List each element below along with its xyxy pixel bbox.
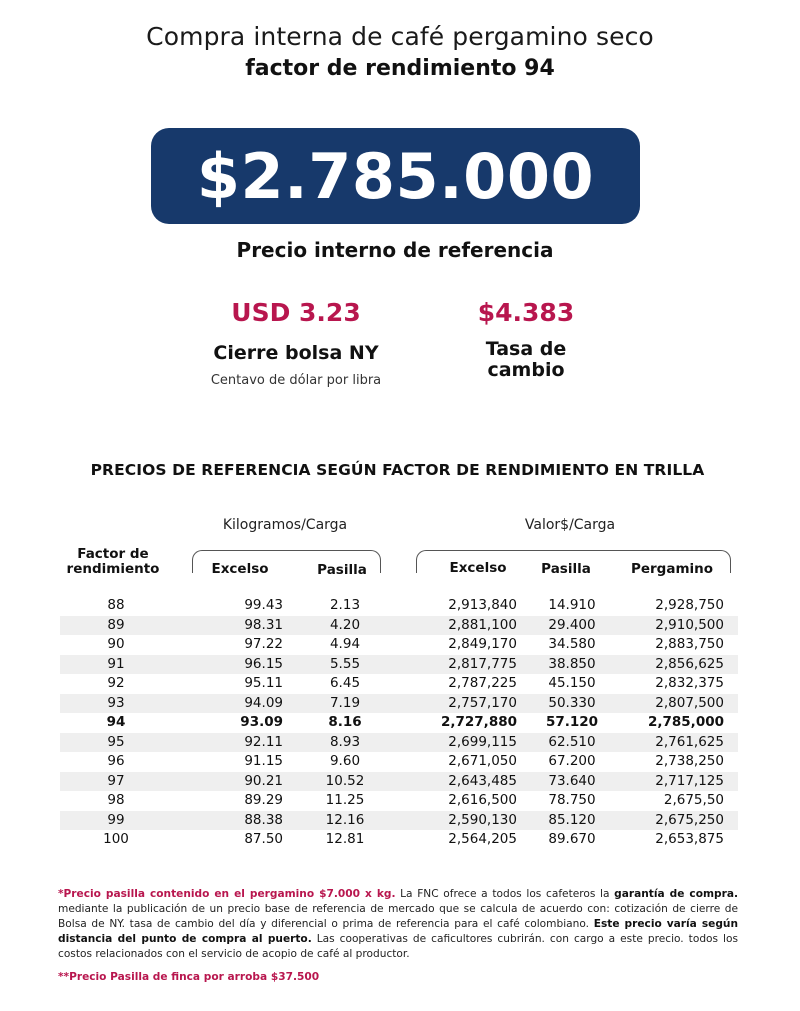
table-row: [60, 694, 738, 714]
cell-kg-pasilla: 12.16: [325, 811, 365, 828]
cell-kg-excelso: 98.31: [244, 616, 283, 633]
cell-value-excelso: 2,699,115: [448, 733, 517, 750]
cell-value-pasilla: 29.400: [548, 616, 596, 633]
cell-value-pergamino: 2,675,50: [663, 792, 724, 808]
table-row: [60, 596, 738, 616]
table-title: PRECIOS DE REFERENCIA SEGÚN FACTOR DE RENDIMIENTO EN TRILLA: [90, 461, 705, 479]
cell-kg-pasilla: 4.94: [329, 636, 361, 652]
ny-close-label: Cierre bolsa NY: [213, 342, 379, 364]
cell-value-excelso: 2,849,170: [448, 636, 517, 652]
footnote-text-c: mediante la publicación de un precio base de referencia de mercado que se calcula de acuerdo con: cotización de cierre de Bolsa de NY. tasa de cambio del día y diferencial o prima de referencia para el café colombiano.: [58, 903, 738, 930]
cell-factor: 91: [107, 655, 125, 672]
cell-value-pergamino: 2,807,500: [655, 694, 724, 711]
table-row: [60, 635, 738, 655]
column-header-value-pergamino: Pergamino: [630, 561, 714, 577]
cell-value-pergamino: 2,761,625: [655, 733, 724, 750]
cell-factor: 93: [107, 694, 125, 711]
cell-value-pergamino: 2,675,250: [655, 811, 724, 828]
cell-kg-pasilla: 2.13: [329, 597, 361, 613]
table-row: [60, 733, 738, 753]
exchange-rate-label: [466, 339, 586, 381]
cell-factor: 96: [107, 753, 125, 769]
cell-value-pasilla: 67.200: [548, 753, 596, 769]
cell-kg-excelso: 88.38: [244, 811, 283, 828]
cell-value-excelso: 2,757,170: [448, 694, 517, 711]
cell-value-excelso: 2,564,205: [448, 831, 517, 847]
cell-value-pasilla: 34.580: [548, 636, 596, 652]
cell-value-excelso: 2,913,840: [448, 597, 517, 613]
price-banner: [151, 128, 640, 224]
footnote-guarantee: garantía de compra.: [614, 888, 738, 900]
cell-kg-excelso: 97.22: [244, 636, 283, 652]
cell-value-pasilla: 45.150: [548, 675, 596, 691]
cell-value-pasilla: 38.850: [548, 655, 596, 672]
cell-factor: 88: [107, 597, 125, 613]
cell-kg-excelso: 93.09: [240, 714, 283, 730]
footnote-main: [58, 887, 738, 962]
reference-price-table: [60, 596, 738, 850]
cell-kg-excelso: 92.11: [244, 733, 283, 750]
cell-factor: 95: [107, 733, 125, 750]
cell-kg-pasilla: 8.16: [328, 714, 362, 730]
cell-kg-excelso: 91.15: [244, 753, 283, 769]
column-header-value-pasilla: Pasilla: [541, 561, 591, 577]
cell-value-excelso: 2,643,485: [448, 772, 517, 789]
footnote-distance-note: Este precio varía según distancia del punto de compra al puerto.: [58, 918, 738, 945]
cell-factor: 89: [107, 616, 125, 633]
table-row-highlight: [60, 713, 738, 733]
cell-factor: 98: [107, 792, 125, 808]
cell-kg-excelso: 94.09: [244, 694, 283, 711]
table-row: [60, 811, 738, 831]
cell-kg-pasilla: 4.20: [329, 616, 361, 633]
table-row: [60, 791, 738, 811]
column-header-factor-line2: rendimiento: [66, 561, 160, 577]
cell-value-pasilla: 89.670: [548, 831, 596, 847]
cell-value-pergamino: 2,653,875: [655, 831, 724, 847]
column-header-factor: [58, 547, 168, 577]
column-header-kg-excelso: Excelso: [211, 561, 269, 577]
footnote-text-e: Las cooperativas de caficultores cubrirán. con cargo a este precio. todos los costos relacionados con el servicio de acopio de café al productor.: [58, 933, 738, 960]
cell-kg-excelso: 96.15: [244, 655, 283, 672]
cell-value-excelso: 2,817,775: [448, 655, 517, 672]
group-header-kg: Kilogramos/Carga: [222, 517, 348, 533]
cell-value-excelso: 2,727,880: [440, 714, 517, 730]
cell-value-pergamino: 2,928,750: [655, 597, 724, 613]
cell-value-pergamino: 2,717,125: [655, 772, 724, 789]
cell-value-pergamino: 2,910,500: [655, 616, 724, 633]
table-row: [60, 752, 738, 772]
cell-value-pergamino: 2,832,375: [655, 675, 724, 691]
cell-value-pasilla: 57.120: [545, 714, 599, 730]
footnote-farm-pasilla: **Precio Pasilla de finca por arroba $37.500: [58, 971, 320, 983]
table-row: [60, 674, 738, 694]
cell-value-pasilla: 78.750: [548, 792, 596, 808]
cell-kg-excelso: 99.43: [244, 597, 283, 613]
cell-value-pergamino: 2,738,250: [655, 753, 724, 769]
cell-factor: 100: [103, 831, 129, 847]
footnote-text-a: La FNC ofrece a todos los cafeteros la: [395, 888, 615, 900]
table-row: [60, 616, 738, 636]
cell-value-pasilla: 85.120: [548, 811, 596, 828]
ny-close-unit: Centavo de dólar por libra: [210, 373, 382, 388]
cell-factor: 99: [107, 811, 125, 828]
cell-kg-pasilla: 11.25: [325, 792, 365, 808]
column-header-factor-line1: Factor de: [77, 546, 149, 562]
exchange-rate-label-line2: cambio: [487, 359, 565, 381]
cell-factor: 97: [107, 772, 125, 789]
cell-value-pasilla: 14.910: [548, 597, 596, 613]
cell-value-excelso: 2,590,130: [448, 811, 517, 828]
cell-kg-pasilla: 9.60: [329, 753, 361, 769]
cell-factor: 94: [106, 714, 126, 730]
cell-value-pergamino: 2,883,750: [655, 636, 724, 652]
cell-value-pasilla: 62.510: [548, 733, 596, 750]
cell-kg-pasilla: 8.93: [329, 733, 361, 750]
table-row: [60, 830, 738, 850]
cell-kg-pasilla: 10.52: [325, 772, 365, 789]
ny-close-value: USD 3.23: [231, 298, 361, 327]
cell-kg-pasilla: 6.45: [329, 675, 361, 691]
cell-value-excelso: 2,671,050: [448, 753, 517, 769]
column-header-value-excelso: Excelso: [449, 560, 507, 576]
cell-value-excelso: 2,616,500: [448, 792, 517, 808]
reference-price-caption: Precio interno de referencia: [236, 238, 554, 262]
cell-kg-pasilla: 12.81: [325, 831, 365, 847]
page-subtitle: factor de rendimiento 94: [245, 56, 555, 81]
cell-value-excelso: 2,881,100: [448, 616, 517, 633]
cell-kg-pasilla: 7.19: [329, 694, 361, 711]
table-row: [60, 772, 738, 792]
cell-kg-excelso: 87.50: [244, 831, 283, 847]
group-header-value: Valor$/Carga: [524, 517, 616, 533]
reference-price-value: $2.785.000: [196, 139, 595, 213]
page-title: Compra interna de café pergamino seco: [146, 22, 654, 51]
cell-value-pasilla: 73.640: [548, 772, 596, 789]
table-row: [60, 655, 738, 675]
cell-value-excelso: 2,787,225: [448, 675, 517, 691]
cell-kg-excelso: 90.21: [244, 772, 283, 789]
exchange-rate-label-line1: Tasa de: [485, 338, 567, 360]
cell-kg-pasilla: 5.55: [329, 655, 361, 672]
cell-value-pergamino: 2,856,625: [655, 655, 724, 672]
cell-value-pasilla: 50.330: [548, 694, 596, 711]
column-header-kg-pasilla: Pasilla: [317, 562, 367, 578]
cell-value-pergamino: 2,785,000: [647, 714, 724, 730]
footnote-pasilla-price: *Precio pasilla contenido en el pergamino $7.000 x kg.: [58, 888, 396, 900]
cell-factor: 92: [107, 675, 125, 691]
cell-kg-excelso: 95.11: [244, 675, 283, 691]
exchange-rate-value: $4.383: [477, 298, 575, 327]
cell-factor: 90: [107, 636, 125, 652]
cell-kg-excelso: 89.29: [244, 792, 283, 808]
